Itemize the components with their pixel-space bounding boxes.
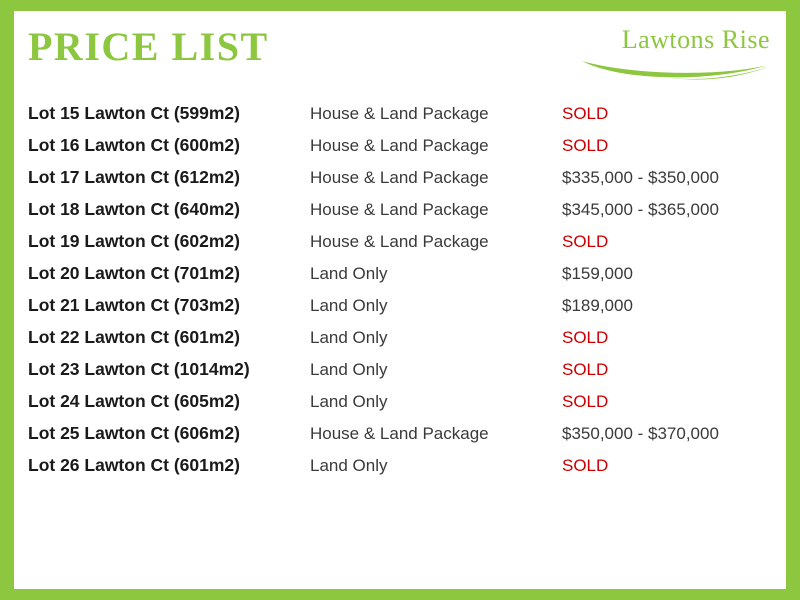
lot-name: Lot 20 Lawton Ct (701m2) <box>28 263 240 283</box>
table-row <box>14 263 786 295</box>
page-title: PRICE LIST <box>28 24 269 69</box>
brand-logo <box>580 27 770 81</box>
lot-name: Lot 22 Lawton Ct (601m2) <box>28 327 240 347</box>
lot-price: SOLD <box>562 136 609 155</box>
table-row <box>14 359 786 391</box>
table-row <box>14 231 786 263</box>
lot-price: SOLD <box>562 456 609 475</box>
lot-name: Lot 25 Lawton Ct (606m2) <box>28 423 240 443</box>
lot-type: Land Only <box>310 360 388 379</box>
price-list-page <box>14 11 786 589</box>
lot-price: $335,000 - $350,000 <box>562 168 719 187</box>
lot-name: Lot 16 Lawton Ct (600m2) <box>28 135 240 155</box>
lot-type: Land Only <box>310 456 388 475</box>
lot-type: Land Only <box>310 328 388 347</box>
lot-price: SOLD <box>562 328 609 347</box>
lot-type: House & Land Package <box>310 104 489 123</box>
brand-name: Lawtons Rise <box>621 25 770 54</box>
lot-name: Lot 18 Lawton Ct (640m2) <box>28 199 240 219</box>
lot-price: $345,000 - $365,000 <box>562 200 719 219</box>
lot-price: SOLD <box>562 392 609 411</box>
lot-type: Land Only <box>310 296 388 315</box>
table-row <box>14 391 786 423</box>
lot-name: Lot 15 Lawton Ct (599m2) <box>28 103 240 123</box>
lot-name: Lot 26 Lawton Ct (601m2) <box>28 455 240 475</box>
lot-price: $159,000 <box>562 264 633 283</box>
lot-name: Lot 21 Lawton Ct (703m2) <box>28 295 240 315</box>
lot-type: House & Land Package <box>310 200 489 219</box>
table-row <box>14 199 786 231</box>
table-row <box>14 103 786 135</box>
lot-price: SOLD <box>562 360 609 379</box>
table-row <box>14 295 786 327</box>
lot-name: Lot 23 Lawton Ct (1014m2) <box>28 359 250 379</box>
table-row <box>14 327 786 359</box>
lot-type: Land Only <box>310 392 388 411</box>
table-row <box>14 135 786 167</box>
table-row <box>14 167 786 199</box>
price-list-table <box>14 103 786 487</box>
lot-type: House & Land Package <box>310 232 489 251</box>
table-row <box>14 423 786 455</box>
lot-price: SOLD <box>562 104 609 123</box>
lot-name: Lot 19 Lawton Ct (602m2) <box>28 231 240 251</box>
lot-price: $189,000 <box>562 296 633 315</box>
swoosh-icon <box>580 55 770 81</box>
lot-type: House & Land Package <box>310 136 489 155</box>
page-header <box>14 11 786 95</box>
lot-price: SOLD <box>562 232 609 251</box>
table-row <box>14 455 786 487</box>
lot-name: Lot 17 Lawton Ct (612m2) <box>28 167 240 187</box>
lot-price: $350,000 - $370,000 <box>562 424 719 443</box>
lot-type: Land Only <box>310 264 388 283</box>
lot-name: Lot 24 Lawton Ct (605m2) <box>28 391 240 411</box>
lot-type: House & Land Package <box>310 424 489 443</box>
lot-type: House & Land Package <box>310 168 489 187</box>
